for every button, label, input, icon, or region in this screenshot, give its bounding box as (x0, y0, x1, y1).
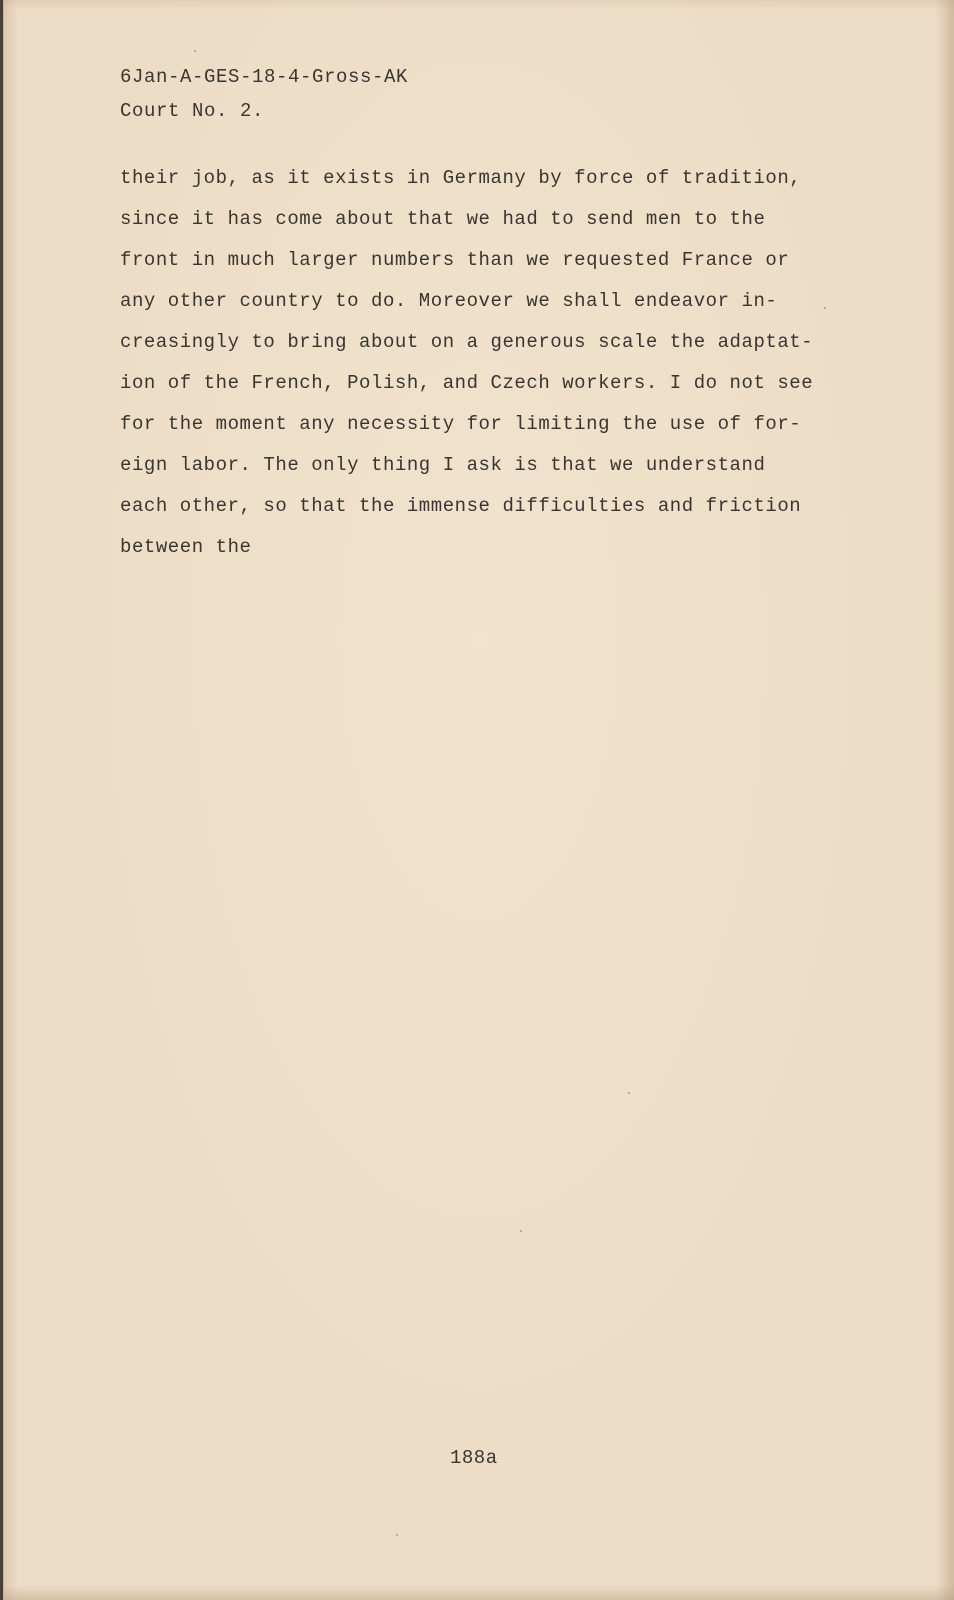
court-number: Court No. 2. (120, 100, 265, 122)
paper-speck (628, 1092, 630, 1094)
body-line: eign labor. The only thing I ask is that we understand (120, 454, 766, 476)
body-line: since it has come about that we had to send men to the (120, 208, 766, 230)
paper-speck (194, 50, 196, 52)
body-line: front in much larger numbers than we requested France or (120, 249, 790, 271)
body-line: for the moment any necessity for limiting the use of for- (120, 413, 802, 435)
document-reference-code: 6Jan-A-GES-18-4-Gross-AK (120, 66, 409, 88)
paper-speck (520, 1230, 522, 1232)
body-line: any other country to do. Moreover we shall endeavor in- (120, 290, 778, 312)
body-line: their job, as it exists in Germany by force of tradition, (120, 167, 802, 189)
body-text (120, 158, 840, 568)
body-line: each other, so that the immense difficulties and friction (120, 495, 802, 517)
document-page (3, 0, 954, 1600)
paper-speck (396, 1534, 398, 1536)
body-line: ion of the French, Polish, and Czech workers. I do not see (120, 372, 814, 394)
body-line: creasingly to bring about on a generous scale the adaptat- (120, 331, 814, 353)
body-line: between the (120, 536, 252, 558)
page-number: 188a (450, 1447, 498, 1469)
paper-speck (824, 307, 826, 309)
